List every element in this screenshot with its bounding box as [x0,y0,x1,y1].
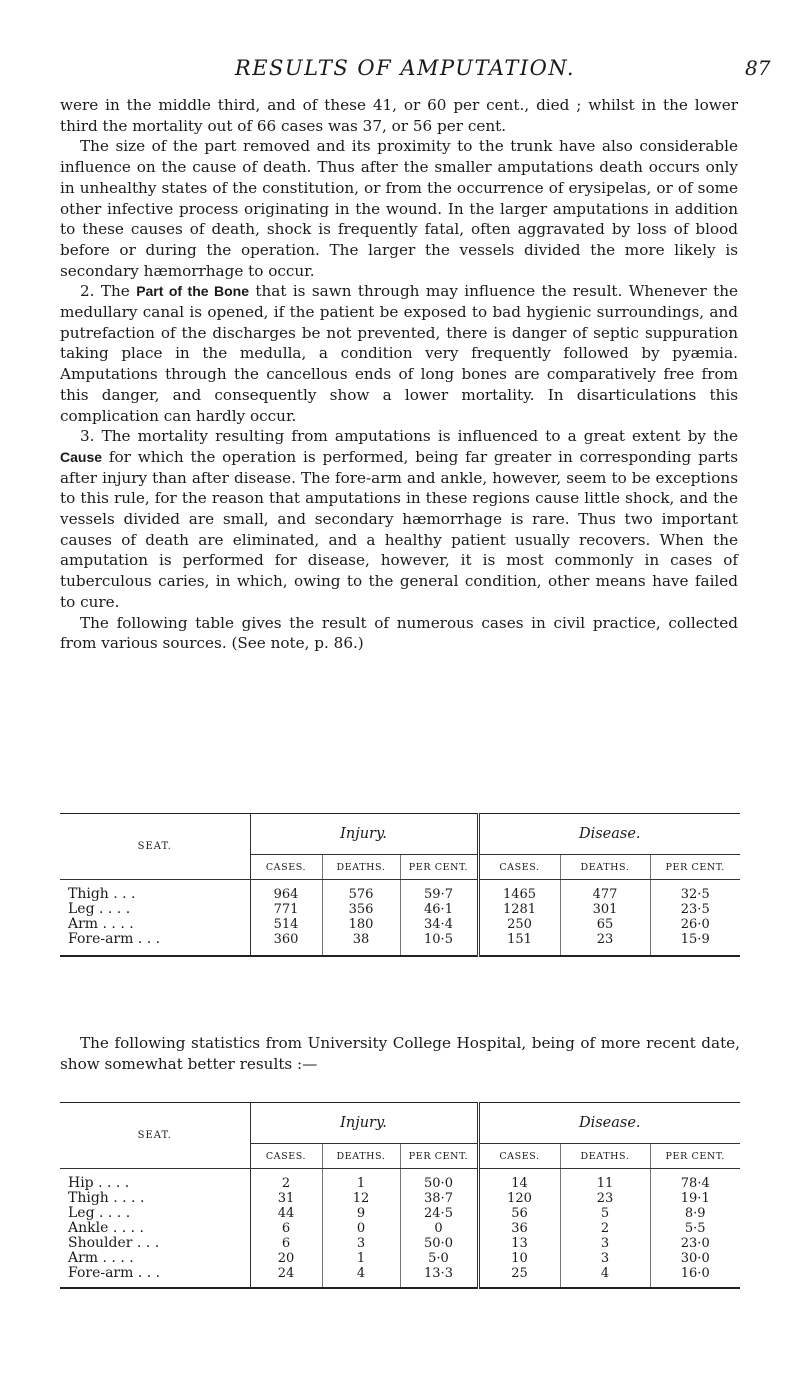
seat-cell: Fore-arm . . . [60,932,250,956]
cases-header: CASES. [250,1144,322,1169]
value-cell: 38·7 [424,1191,453,1206]
value-cell: 78·4 [680,1176,710,1191]
value-cell: 26·0 [680,917,710,932]
paragraph-rest: for which the operation is performed, being far greater in corresponding parts after injury than after disease. The fore-arm and ankle, however, seem to be exceptions to this rule, for the reason that amputations in these regions cause little shock, and the vessels divided are small, and secondary hæmorrhage is rare. Thus two important causes of death are eliminated, and a healthy patient usually recovers. When the amputation is performed for disease, however, it is most commonly in cases of tuberculous caries, in which, owing to the general condition, other means have failed to cure. [60,447,738,611]
table-row [60,1191,740,1206]
seat-cell: Leg . . . . [60,902,250,917]
value-cell: 2 [560,1221,650,1236]
statistics-table [60,813,740,957]
value-cell: 8·9 [684,1206,706,1221]
table-row [60,1169,740,1192]
paragraph: The size of the part removed and its proximity to the trunk have also considerable influence on the cause of death. Thus after the smaller amputations death occurs only in unhealthy states of the constitution, or from the occurrence of erysipelas, or of some other infective process originating in the wound. In the larger amputations in addition to these causes of death, shock is frequently fatal, often aggravated by loss of blood before or during the operation. The larger the vessels divided the more likely is secondary hæmorrhage to occur. [60,137,738,280]
per-cent-header: PER CENT. [650,1144,740,1169]
statistics-table [60,1102,740,1289]
value-cell: 3 [560,1251,650,1266]
seat-header: SEAT. [60,814,250,880]
value-cell: 23·0 [680,1236,710,1251]
seat-cell: Shoulder . . . [60,1236,250,1251]
paragraph [60,281,738,426]
seat-cell: Arm . . . . [60,917,250,932]
value-cell: 23·5 [680,902,710,917]
value-cell: 360 [250,932,322,956]
paragraph-lead: 3. The mortality resulting from amputations is influenced to a great extent by the [80,427,738,446]
paragraph: The following table gives the result of numerous cases in civil practice, collected from various sources. (See note, p. 86.) [60,613,738,653]
value-cell: 356 [322,902,400,917]
seat-cell: Thigh . . . . [60,1191,250,1206]
bold-heading: Cause [60,448,103,465]
value-cell: 34·4 [424,917,453,932]
value-cell: 50·0 [424,1236,453,1251]
between-text [60,1033,740,1074]
value-cell: 20 [250,1251,322,1266]
deaths-header: DEATHS. [322,1144,400,1169]
deaths-header: DEATHS. [560,1144,650,1169]
bold-heading: Part of the Bone [136,283,249,300]
seat-cell: Fore-arm . . . [60,1266,250,1288]
value-cell: 180 [322,917,400,932]
value-cell: 6 [250,1236,322,1251]
table-row [60,917,740,932]
value-cell: 964 [250,880,322,903]
value-cell: 65 [560,917,650,932]
value-cell: 25 [478,1266,560,1288]
value-cell: 3 [560,1236,650,1251]
injury-header: Injury. [250,1103,478,1144]
ucl-hospital-table [60,1102,740,1289]
value-cell: 38 [322,932,400,956]
value-cell: 36 [478,1221,560,1236]
paragraph-rest: that is sawn through may influence the result. Whenever the medullary canal is opened, if the patient be exposed to bad hygienic surroundings, and putrefaction of the discharges be not prevented, there is danger of septic suppuration taking place in the medulla, a condition very frequently followed by pyæmia. Amputations through the cancellous ends of long bones are comparatively free from this danger, and consequently show a lower mortality. In disarticulations this complication can hardly occur. [60,282,739,425]
seat-cell: Leg . . . . [60,1206,250,1221]
value-cell: 30·0 [680,1251,710,1266]
value-cell: 32·5 [680,887,710,902]
value-cell: 1281 [478,902,560,917]
value-cell: 0 [434,1221,443,1236]
value-cell: 1 [322,1169,400,1192]
page-header [0,56,800,86]
value-cell: 2 [250,1169,322,1192]
value-cell: 13 [478,1236,560,1251]
deaths-header: DEATHS. [322,855,400,880]
value-cell: 250 [478,917,560,932]
table-row [60,1251,740,1266]
table-row [60,880,740,903]
page-number: 87 [745,56,771,80]
per-cent-header: PER CENT. [400,855,478,880]
value-cell: 5·0 [428,1251,449,1266]
value-cell: 4 [322,1266,400,1288]
table-row [60,902,740,917]
value-cell: 120 [478,1191,560,1206]
cases-header: CASES. [478,855,560,880]
value-cell: 44 [250,1206,322,1221]
value-cell: 46·1 [424,902,453,917]
value-cell: 59·7 [424,887,453,902]
value-cell: 14 [478,1169,560,1192]
value-cell: 6 [250,1221,322,1236]
table-row [60,1266,740,1288]
value-cell: 1465 [478,880,560,903]
table-row [60,1236,740,1251]
value-cell: 1 [322,1251,400,1266]
paragraph-lead: 2. The [80,282,137,301]
value-cell: 12 [322,1191,400,1206]
value-cell: 10·5 [424,932,453,947]
seat-cell: Thigh . . . [60,880,250,903]
table-row [60,1206,740,1221]
value-cell: 0 [322,1221,400,1236]
value-cell: 56 [478,1206,560,1221]
value-cell: 24 [250,1266,322,1288]
per-cent-header: PER CENT. [400,1144,478,1169]
cases-header: CASES. [478,1144,560,1169]
per-cent-header: PER CENT. [650,855,740,880]
seat-cell: Ankle . . . . [60,1221,250,1236]
seat-header: SEAT. [60,1103,250,1169]
table-row [60,932,740,956]
injury-header: Injury. [250,814,478,855]
disease-header: Disease. [478,814,740,855]
value-cell: 31 [250,1191,322,1206]
paragraph: The following statistics from University College Hospital, being of more recent date, show somewhat better results :— [60,1034,740,1073]
value-cell: 23 [560,932,650,956]
disease-header: Disease. [478,1103,740,1144]
seat-cell: Arm . . . . [60,1251,250,1266]
value-cell: 9 [322,1206,400,1221]
deaths-header: DEATHS. [560,855,650,880]
value-cell: 16·0 [680,1266,710,1281]
value-cell: 514 [250,917,322,932]
value-cell: 23 [560,1191,650,1206]
paragraph [60,426,738,612]
value-cell: 24·5 [424,1206,453,1221]
seat-cell: Hip . . . . [60,1169,250,1192]
value-cell: 3 [322,1236,400,1251]
value-cell: 13·3 [424,1266,453,1281]
value-cell: 5 [560,1206,650,1221]
value-cell: 15·9 [680,932,710,947]
civil-practice-table [60,813,740,957]
paragraph: were in the middle third, and of these 41, or 60 per cent., died ; whilst in the lower third the mortality out of 66 cases was 37, or 56 per cent. [60,96,738,135]
body-text [60,95,738,654]
value-cell: 10 [478,1251,560,1266]
value-cell: 771 [250,902,322,917]
table-row [60,1221,740,1236]
value-cell: 576 [322,880,400,903]
value-cell: 50·0 [424,1176,453,1191]
value-cell: 301 [560,902,650,917]
value-cell: 19·1 [680,1191,710,1206]
value-cell: 5·5 [684,1221,706,1236]
value-cell: 477 [560,880,650,903]
value-cell: 11 [560,1169,650,1192]
cases-header: CASES. [250,855,322,880]
value-cell: 151 [478,932,560,956]
value-cell: 4 [560,1266,650,1288]
running-title: RESULTS OF AMPUTATION. [234,56,576,80]
